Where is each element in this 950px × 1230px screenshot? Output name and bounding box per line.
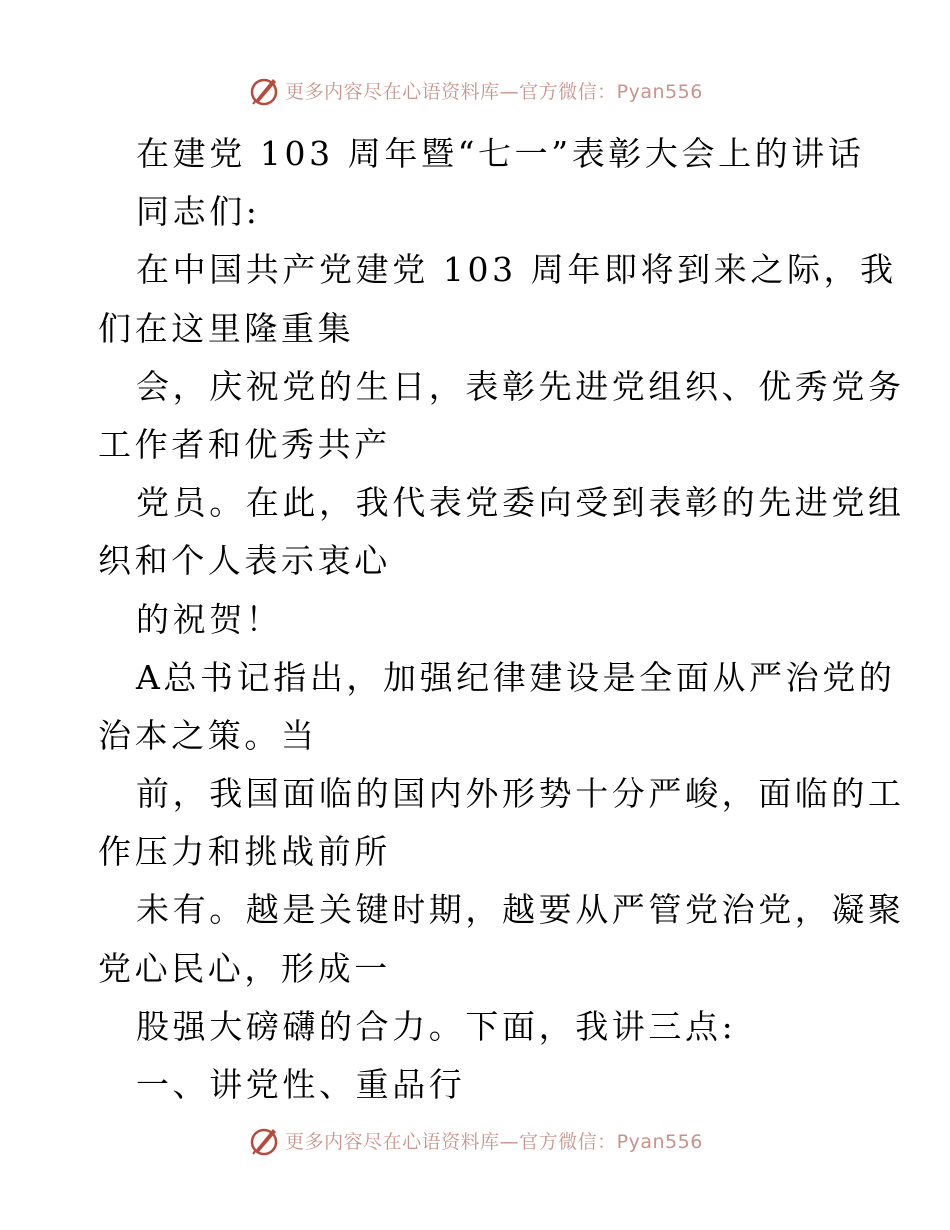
document-line: 党心民心，形成一 [98, 948, 391, 988]
document-line: 在中国共产党建党 103 周年即将到来之际，我 [136, 250, 897, 290]
watermark-text: 更多内容尽在心语资料库—官方微信：Pyan556 [285, 80, 703, 103]
document-line: A总书记指出，加强纪律建设是全面从严治党的 [136, 657, 896, 697]
document-line: 前，我国面临的国内外形势十分严峻，面临的工 [136, 774, 905, 814]
header-watermark [0, 70, 950, 110]
quill-pen-logo-icon [247, 1123, 281, 1157]
document-line: 的祝贺！ [136, 599, 283, 639]
document-line: 未有。越是关键时期，越要从严管党治党，凝聚 [136, 890, 905, 930]
document-line: 们在这里隆重集 [98, 308, 355, 348]
quill-pen-logo-icon [247, 73, 281, 107]
document-line: 织和个人表示衷心 [98, 541, 391, 581]
document-line: 工作者和优秀共产 [98, 424, 391, 464]
document-line: 作压力和挑战前所 [98, 832, 391, 872]
watermark-text: 更多内容尽在心语资料库—官方微信：Pyan556 [285, 1130, 703, 1153]
document-line: 一、讲党性、重品行 [136, 1065, 466, 1104]
document-line: 会，庆祝党的生日，表彰先进党组织、优秀党务 [136, 366, 905, 406]
document-line: 治本之策。当 [98, 715, 318, 755]
document-line: 在建党 103 周年暨“七一”表彰大会上的讲话 [136, 134, 865, 173]
document-line: 股强大磅礴的合力。下面，我讲三点: [136, 1006, 737, 1046]
footer-watermark [0, 1120, 950, 1160]
document-line: 同志们: [136, 192, 261, 232]
document-line: 党员。在此，我代表党委向受到表彰的先进党组 [136, 483, 905, 523]
document-body [98, 125, 905, 1114]
